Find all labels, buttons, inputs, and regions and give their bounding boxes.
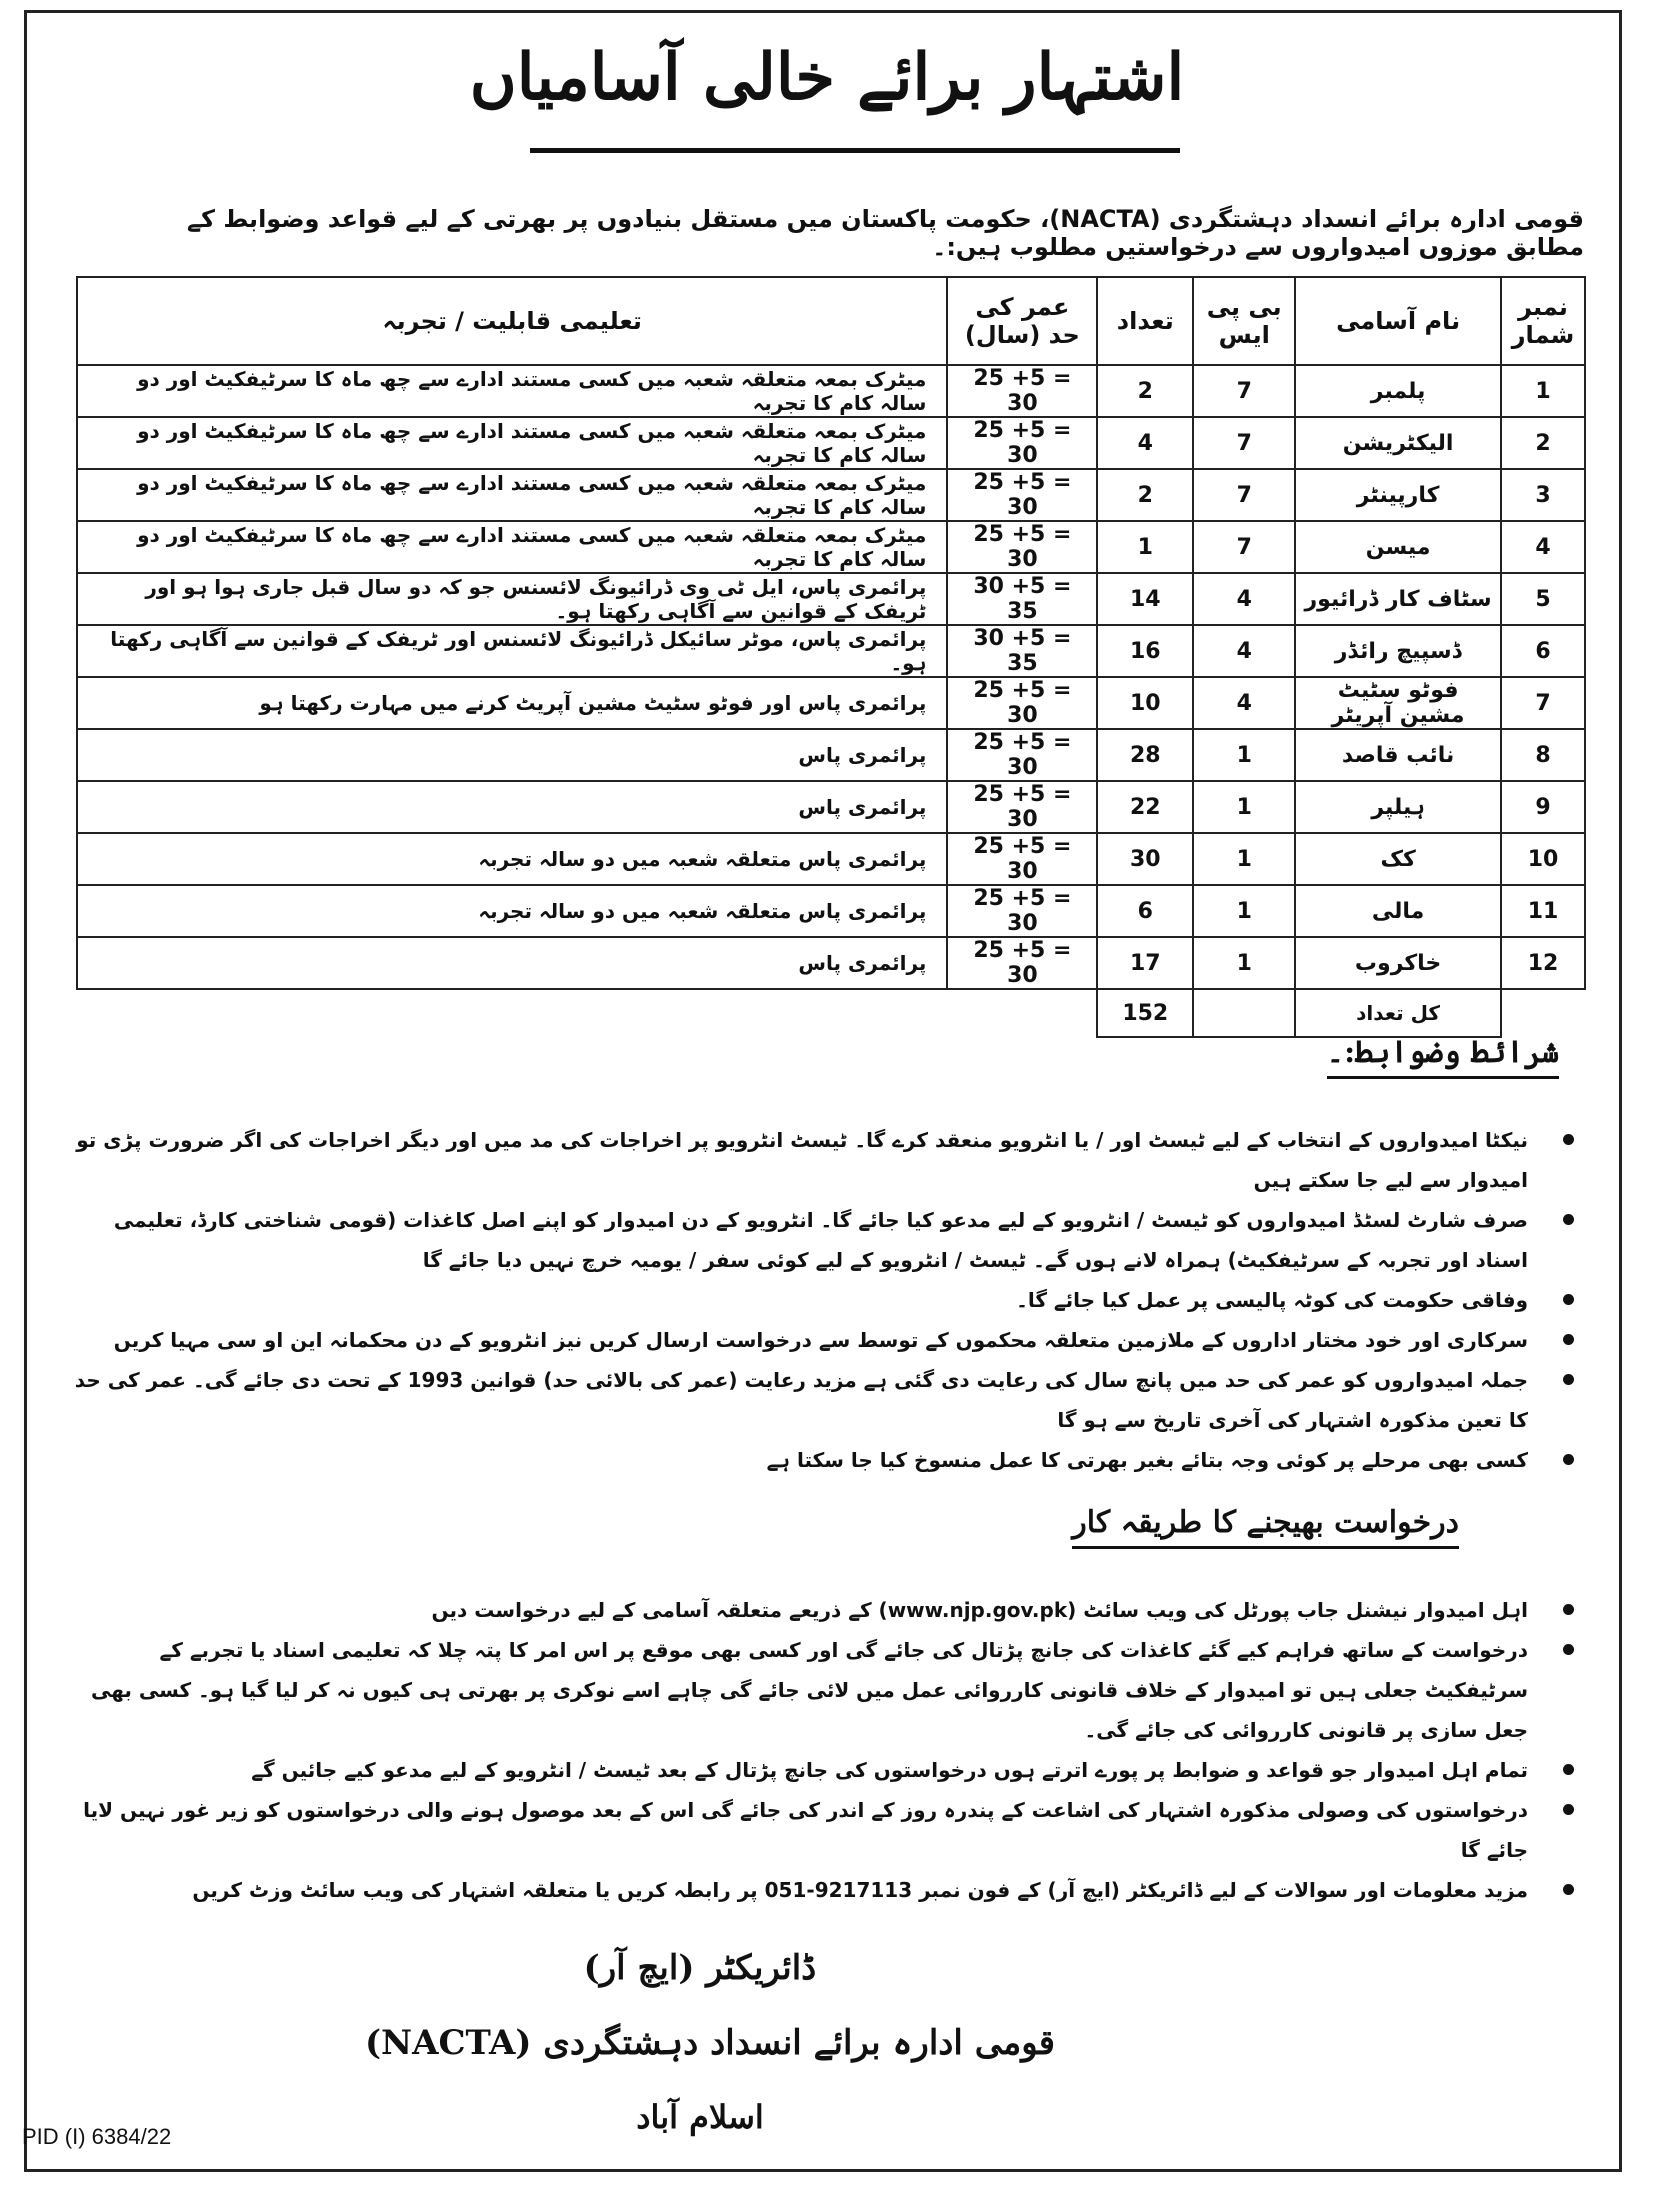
serial-cell: 10: [1501, 833, 1585, 885]
age-cell: 30 +5 = 35: [947, 625, 1097, 677]
post-cell: ہیلپر: [1295, 781, 1501, 833]
table-row: [77, 417, 1585, 469]
bps-cell: 1: [1193, 781, 1295, 833]
conditions-heading: [1327, 1035, 1559, 1079]
signature-organization: قومی ادارہ برائے انسداد دہشتگردی (NACTA): [364, 2023, 1056, 2063]
count-cell: 30: [1097, 833, 1193, 885]
bps-cell: 4: [1193, 625, 1295, 677]
count-cell: 2: [1097, 469, 1193, 521]
conditions-list: [60, 1120, 1574, 1480]
bps-cell: 7: [1193, 521, 1295, 573]
post-cell: سٹاف کار ڈرائیور: [1295, 573, 1501, 625]
bullet-dot: [1563, 1604, 1574, 1615]
age-cell: 25 +5 = 30: [947, 781, 1097, 833]
post-cell: پلمبر: [1295, 365, 1501, 417]
post-cell: خاکروب: [1295, 937, 1501, 989]
serial-cell: 12: [1501, 937, 1585, 989]
bullet-text: درخواستوں کی وصولی مذکورہ اشتہار کی اشاعت کے پندرہ روز کے اندر کی جائے گی اس کے بعد موصول ہونے والی درخواستوں کو زیر غور نہیں لایا جائے گا: [83, 1798, 1528, 1862]
age-cell: 30 +5 = 35: [947, 573, 1097, 625]
age-cell: 25 +5 = 30: [947, 521, 1097, 573]
count-cell: 17: [1097, 937, 1193, 989]
conditions-heading-text: شرائط وضوابط:۔: [1326, 1035, 1559, 1070]
bps-cell: 7: [1193, 417, 1295, 469]
table-row: [77, 573, 1585, 625]
qualification-cell: میٹرک بمعہ متعلقہ شعبہ میں کسی مستند ادارے سے چھ ماہ کا سرٹیفکیٹ اور دو سالہ کام کا تجربہ: [77, 417, 947, 469]
apply-heading: [1072, 1505, 1459, 1549]
bullet-item: [60, 1200, 1574, 1280]
table-body: [77, 365, 1585, 989]
bps-cell: 1: [1193, 833, 1295, 885]
bullet-item: [60, 1630, 1574, 1750]
count-cell: 22: [1097, 781, 1193, 833]
bullet-text: جملہ امیدواروں کو عمر کی حد میں پانچ سال کی رعایت دی گئی ہے مزید رعایت (عمر کی بالائی حد) قوانین 1993 کے تحت دی جائے گی۔ عمر کی حد کا تعین مذکورہ اشتہار کی آخری تاریخ سے ہو گا: [74, 1368, 1528, 1432]
count-cell: 2: [1097, 365, 1193, 417]
bps-cell: 1: [1193, 729, 1295, 781]
age-cell: 25 +5 = 30: [947, 677, 1097, 729]
intro-paragraph: قومی ادارہ برائے انسداد دہشتگردی (NACTA)، حکومت پاکستان میں مستقل بنیادوں پر بھرتی کے لیے قواعد وضوابط کے مطابق موزوں امیدواروں سے درخواستیں مطلوب ہیں:۔: [186, 205, 1584, 261]
bps-cell: 1: [1193, 885, 1295, 937]
vacancy-table: [76, 276, 1586, 1038]
header-bps: بی پی ایس: [1193, 277, 1295, 365]
qualification-cell: پرائمری پاس: [77, 781, 947, 833]
qualification-cell: پرائمری پاس متعلقہ شعبہ میں دو سالہ تجربہ: [77, 885, 947, 937]
bullet-item: [60, 1120, 1574, 1200]
bullet-text: درخواست کے ساتھ فراہم کیے گئے کاغذات کی جانچ پڑتال کی جائے گی اور کسی بھی موقع پر اس امر کا پتہ چلا کہ تعلیمی اسناد یا تجربے کے سرٹیفکیٹ جعلی ہیں تو امیدوار کے خلاف قانونی کارروائی عمل میں لائی جائے گی چاہے اسے نوکری پر بھرتی ہی کیوں نہ کر لیا گیا ہو۔ کسی بھی جعل سازی پر قانونی کارروائی کی جائے گی۔: [90, 1638, 1528, 1742]
serial-cell: 2: [1501, 417, 1585, 469]
bullet-dot: [1563, 1884, 1574, 1895]
post-cell: میسن: [1295, 521, 1501, 573]
qualification-cell: میٹرک بمعہ متعلقہ شعبہ میں کسی مستند ادارے سے چھ ماہ کا سرٹیفکیٹ اور دو سالہ کام کا تجربہ: [77, 521, 947, 573]
post-cell: کارپینٹر: [1295, 469, 1501, 521]
table-row: [77, 781, 1585, 833]
bullet-text: کسی بھی مرحلے پر کوئی وجہ بتائے بغیر بھرتی کا عمل منسوخ کیا جا سکتا ہے: [766, 1448, 1528, 1472]
serial-cell: 7: [1501, 677, 1585, 729]
total-row: [77, 989, 1585, 1037]
table-row: [77, 365, 1585, 417]
apply-list: [60, 1590, 1574, 1910]
apply-heading-underline: [1072, 1546, 1459, 1549]
bps-cell: 4: [1193, 677, 1295, 729]
total-label: کل تعداد: [1295, 989, 1501, 1037]
qualification-cell: میٹرک بمعہ متعلقہ شعبہ میں کسی مستند ادارے سے چھ ماہ کا سرٹیفکیٹ اور دو سالہ کام کا تجربہ: [77, 469, 947, 521]
bullet-text: نیکٹا امیدواروں کے انتخاب کے لیے ٹیسٹ اور / یا انٹرویو منعقد کرے گا۔ ٹیسٹ انٹرویو پر اخراجات کی مد میں اور دیگر اخراجات کی اگر ضرورت پڑی تو امیدوار سے لیے جا سکتے ہیں: [76, 1128, 1528, 1192]
bullet-dot: [1563, 1764, 1574, 1775]
bullet-dot: [1563, 1374, 1574, 1385]
bullet-item: [60, 1590, 1574, 1630]
total-value: 152: [1097, 989, 1193, 1037]
table-row: [77, 937, 1585, 989]
count-cell: 1: [1097, 521, 1193, 573]
bullet-item: [60, 1320, 1574, 1360]
age-cell: 25 +5 = 30: [947, 469, 1097, 521]
bullet-dot: [1563, 1644, 1574, 1655]
qualification-cell: پرائمری پاس: [77, 937, 947, 989]
count-cell: 6: [1097, 885, 1193, 937]
bullet-item: [60, 1870, 1574, 1910]
table-row: [77, 833, 1585, 885]
post-cell: کک: [1295, 833, 1501, 885]
qualification-cell: پرائمری پاس، ایل ٹی وی ڈرائیونگ لائسنس جو کہ دو سال قبل جاری ہوا ہو اور ٹریفک کے قوانین سے آگاہی رکھتا ہو۔: [77, 573, 947, 625]
bps-cell: 7: [1193, 469, 1295, 521]
bullet-text: اہل امیدوار نیشنل جاب پورٹل کی ویب سائٹ (www.njp.gov.pk) کے ذریعے متعلقہ آسامی کے لیے درخواست دیں: [431, 1598, 1528, 1622]
age-cell: 25 +5 = 30: [947, 833, 1097, 885]
table-row: [77, 677, 1585, 729]
bullet-dot: [1563, 1804, 1574, 1815]
count-cell: 10: [1097, 677, 1193, 729]
table-row: [77, 521, 1585, 573]
title-underline: [530, 148, 1180, 153]
qualification-cell: پرائمری پاس اور فوٹو سٹیٹ مشین آپریٹ کرنے میں مہارت رکھتا ہو: [77, 677, 947, 729]
bullet-text: صرف شارٹ لسٹڈ امیدواروں کو ٹیسٹ / انٹرویو کے لیے مدعو کیا جائے گا۔ انٹرویو کے دن امیدوار کو اپنے اصل کاغذات (قومی شناختی کارڈ، تعلیمی اسناد اور تجربہ کے سرٹیفکیٹ) ہمراہ لانے ہوں گے۔ ٹیسٹ / انٹرویو کے لیے کوئی سفر / یومیہ خرچ نہیں دیا جائے گا: [113, 1208, 1528, 1272]
bullet-text: وفاقی حکومت کی کوٹہ پالیسی پر عمل کیا جائے گا۔: [1016, 1288, 1528, 1312]
header-serial: نمبر شمار: [1501, 277, 1585, 365]
bullet-dot: [1563, 1454, 1574, 1465]
serial-cell: 8: [1501, 729, 1585, 781]
total-empty-4: [77, 989, 947, 1037]
header-age: عمر کی حد (سال): [947, 277, 1097, 365]
serial-cell: 6: [1501, 625, 1585, 677]
bullet-item: [60, 1360, 1574, 1440]
age-cell: 25 +5 = 30: [947, 729, 1097, 781]
table-row: [77, 625, 1585, 677]
signature-city: اسلام آباد: [636, 2098, 764, 2136]
total-empty-3: [947, 989, 1097, 1037]
serial-cell: 1: [1501, 365, 1585, 417]
post-cell: مالی: [1295, 885, 1501, 937]
bps-cell: 4: [1193, 573, 1295, 625]
bullet-dot: [1563, 1134, 1574, 1145]
bullet-item: [60, 1440, 1574, 1480]
pid-number: PID (I) 6384/22: [22, 2124, 172, 2149]
count-cell: 14: [1097, 573, 1193, 625]
age-cell: 25 +5 = 30: [947, 937, 1097, 989]
age-cell: 25 +5 = 30: [947, 365, 1097, 417]
bullet-dot: [1563, 1294, 1574, 1305]
table-header-row: [77, 277, 1585, 365]
serial-cell: 3: [1501, 469, 1585, 521]
bullet-text: سرکاری اور خود مختار اداروں کے ملازمین متعلقہ محکموں کے توسط سے درخواست ارسال کریں نیز انٹرویو کے دن محکمانہ این او سی مہیا کریں: [113, 1328, 1528, 1352]
total-empty-1: [1501, 989, 1585, 1037]
bullet-item: [60, 1750, 1574, 1790]
conditions-heading-underline: [1327, 1076, 1559, 1079]
qualification-cell: پرائمری پاس: [77, 729, 947, 781]
signature-designation: ڈائریکٹر (ایچ آر): [583, 1948, 817, 1988]
header-post: نام آسامی: [1295, 277, 1501, 365]
age-cell: 25 +5 = 30: [947, 885, 1097, 937]
count-cell: 16: [1097, 625, 1193, 677]
post-cell: الیکٹریشن: [1295, 417, 1501, 469]
count-cell: 4: [1097, 417, 1193, 469]
count-cell: 28: [1097, 729, 1193, 781]
qualification-cell: پرائمری پاس متعلقہ شعبہ میں دو سالہ تجربہ: [77, 833, 947, 885]
table-row: [77, 469, 1585, 521]
apply-heading-text: درخواست بھیجنے کا طریقہ کار: [1072, 1505, 1459, 1540]
ad-title: اشتہار برائے خالی آسامیاں: [469, 40, 1185, 115]
bullet-dot: [1563, 1334, 1574, 1345]
bullet-text: مزید معلومات اور سوالات کے لیے ڈائریکٹر (ایچ آر) کے فون نمبر 9217113-051 پر رابطہ کریں یا متعلقہ اشتہار کی ویب سائٹ وزٹ کریں: [192, 1878, 1528, 1902]
bullet-dot: [1563, 1214, 1574, 1225]
header-count: تعداد: [1097, 277, 1193, 365]
qualification-cell: میٹرک بمعہ متعلقہ شعبہ میں کسی مستند ادارے سے چھ ماہ کا سرٹیفکیٹ اور دو سالہ کام کا تجربہ: [77, 365, 947, 417]
post-cell: نائب قاصد: [1295, 729, 1501, 781]
header-qualification: تعلیمی قابلیت / تجربہ: [77, 277, 947, 365]
table-row: [77, 885, 1585, 937]
total-empty-2: [1193, 989, 1295, 1037]
serial-cell: 4: [1501, 521, 1585, 573]
bps-cell: 1: [1193, 937, 1295, 989]
qualification-cell: پرائمری پاس، موٹر سائیکل ڈرائیونگ لائسنس اور ٹریفک کے قوانین سے آگاہی رکھتا ہو۔: [77, 625, 947, 677]
serial-cell: 5: [1501, 573, 1585, 625]
post-cell: ڈسپیچ رائڈر: [1295, 625, 1501, 677]
serial-cell: 9: [1501, 781, 1585, 833]
serial-cell: 11: [1501, 885, 1585, 937]
bullet-item: [60, 1790, 1574, 1870]
bullet-item: [60, 1280, 1574, 1320]
age-cell: 25 +5 = 30: [947, 417, 1097, 469]
bullet-text: تمام اہل امیدوار جو قواعد و ضوابط پر پورے اترتے ہوں درخواستوں کی جانچ پڑتال کے بعد ٹیسٹ / انٹرویو کے لیے مدعو کیے جائیں گے: [251, 1758, 1528, 1782]
table-row: [77, 729, 1585, 781]
post-cell: فوٹو سٹیٹ مشین آپریٹر: [1295, 677, 1501, 729]
bps-cell: 7: [1193, 365, 1295, 417]
